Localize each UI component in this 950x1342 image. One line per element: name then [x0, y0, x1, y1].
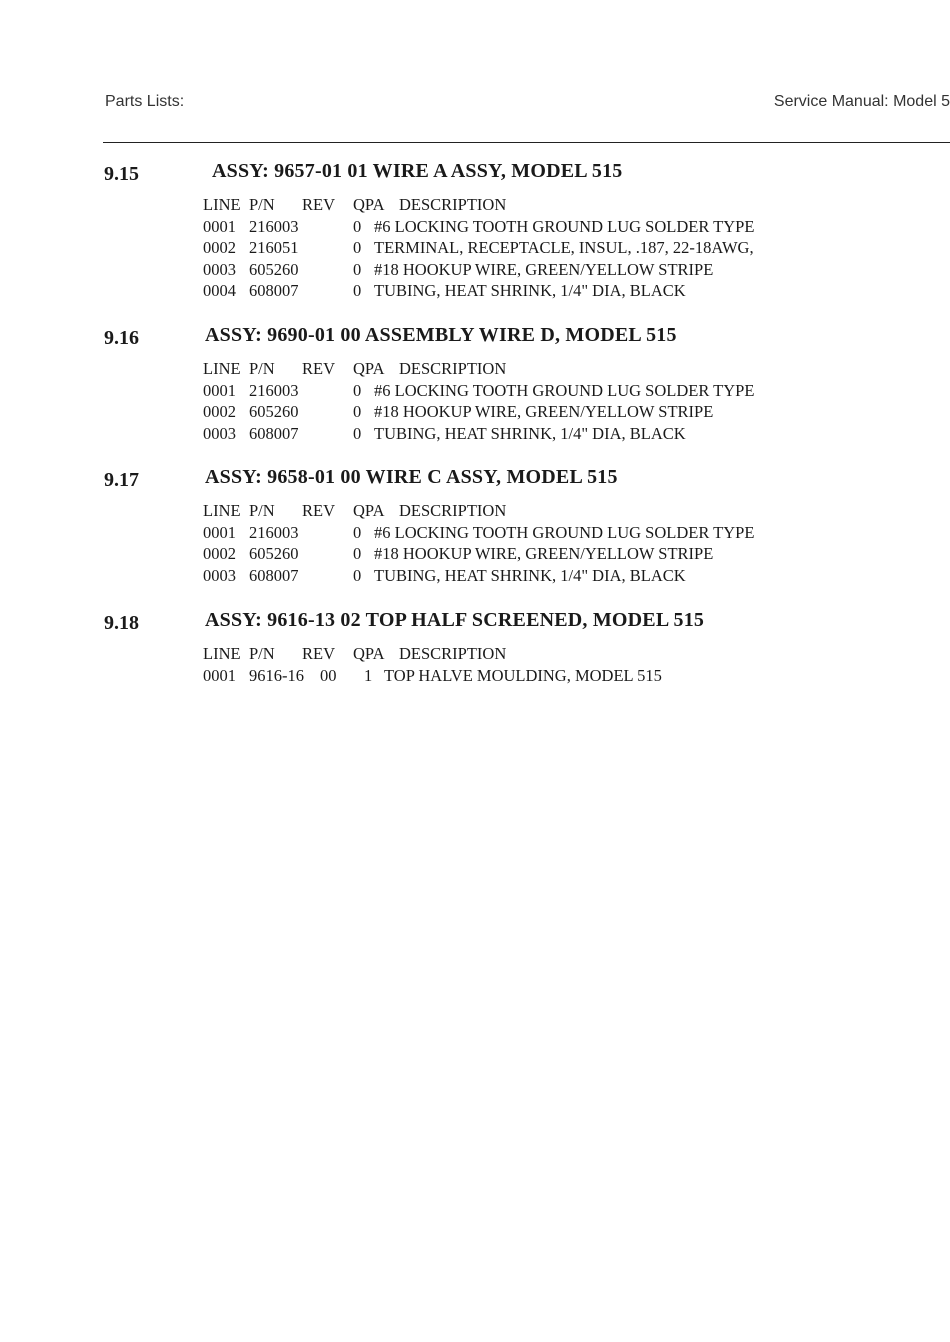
cell-description: #18 HOOKUP WIRE, GREEN/YELLOW STRIPE: [374, 259, 714, 279]
cell-pn: 216003: [249, 380, 299, 400]
cell-pn: 608007: [249, 423, 299, 443]
section-title: ASSY: 9616-13 02 TOP HALF SCREENED, MODEL 515: [205, 609, 705, 631]
cell-qpa: 0: [353, 565, 362, 585]
section-title: ASSY: 9657-01 01 WIRE A ASSY, MODEL 515: [212, 160, 623, 182]
col-line: LINE: [203, 359, 241, 378]
cell-line: 0001: [203, 216, 236, 236]
col-rev: REV: [302, 644, 335, 663]
cell-qpa: 0: [353, 380, 362, 400]
col-line: LINE: [203, 644, 241, 663]
col-qpa: QPA: [353, 359, 385, 378]
section-title: ASSY: 9658-01 00 WIRE C ASSY, MODEL 515: [205, 466, 618, 488]
cell-line: 0003: [203, 423, 236, 443]
col-description: DESCRIPTION: [399, 359, 507, 378]
cell-qpa: 0: [353, 259, 362, 279]
col-line: LINE: [203, 195, 241, 214]
cell-qpa: 0: [353, 238, 362, 257]
col-pn: P/N: [249, 501, 275, 520]
header-left: Parts Lists:: [105, 93, 185, 110]
col-rev: REV: [302, 501, 335, 520]
cell-description: TUBING, HEAT SHRINK, 1/4" DIA, BLACK: [374, 423, 686, 443]
cell-pn: 608007: [249, 565, 299, 585]
cell-line: 0001: [203, 380, 236, 400]
section-number: 9.18: [104, 612, 139, 634]
cell-description: #18 HOOKUP WIRE, GREEN/YELLOW STRIPE: [374, 544, 714, 563]
cell-line: 0003: [203, 565, 236, 585]
cell-qpa: 0: [353, 216, 362, 236]
cell-pn: 216051: [249, 238, 299, 257]
col-pn: P/N: [249, 195, 275, 214]
cell-pn: 605260: [249, 402, 299, 421]
cell-qpa: 0: [353, 402, 362, 421]
cell-qpa: 0: [353, 544, 362, 563]
col-description: DESCRIPTION: [399, 501, 507, 520]
col-pn: P/N: [249, 359, 275, 378]
col-qpa: QPA: [353, 195, 385, 214]
header-rule: [103, 142, 950, 143]
col-pn: P/N: [249, 644, 275, 663]
cell-line: 0002: [203, 402, 236, 421]
cell-pn: 605260: [249, 259, 299, 279]
cell-line: 0002: [203, 544, 236, 563]
cell-line: 0001: [203, 522, 236, 542]
col-qpa: QPA: [353, 644, 385, 663]
section-number: 9.15: [104, 163, 139, 185]
cell-qpa: 0: [353, 522, 362, 542]
cell-pn: 216003: [249, 216, 299, 236]
cell-line: 0003: [203, 259, 236, 279]
cell-qpa: 0: [353, 423, 362, 443]
cell-description: #18 HOOKUP WIRE, GREEN/YELLOW STRIPE: [374, 402, 714, 421]
header-right: Service Manual: Model 5: [773, 93, 950, 110]
cell-pn: 9616-16: [249, 665, 304, 685]
cell-rev: 00: [320, 665, 337, 685]
cell-qpa: 1: [364, 665, 373, 685]
cell-pn: 608007: [249, 281, 299, 300]
col-rev: REV: [302, 359, 335, 378]
section-number: 9.16: [104, 327, 139, 349]
cell-qpa: 0: [353, 281, 362, 300]
col-description: DESCRIPTION: [399, 644, 507, 663]
cell-line: 0002: [203, 238, 236, 257]
cell-line: 0001: [203, 665, 236, 685]
cell-pn: 605260: [249, 544, 299, 563]
cell-description: TOP HALVE MOULDING, MODEL 515: [384, 665, 662, 685]
cell-pn: 216003: [249, 522, 299, 542]
cell-line: 0004: [203, 281, 236, 300]
cell-description: #6 LOCKING TOOTH GROUND LUG SOLDER TYPE: [374, 380, 755, 400]
col-line: LINE: [203, 501, 241, 520]
cell-description: #6 LOCKING TOOTH GROUND LUG SOLDER TYPE: [374, 216, 755, 236]
section-title: ASSY: 9690-01 00 ASSEMBLY WIRE D, MODEL 515: [205, 324, 677, 346]
col-description: DESCRIPTION: [399, 195, 507, 214]
cell-description: TERMINAL, RECEPTACLE, INSUL, .187, 22-18AWG,: [374, 238, 754, 257]
col-rev: REV: [302, 195, 335, 214]
cell-description: TUBING, HEAT SHRINK, 1/4" DIA, BLACK: [374, 565, 686, 585]
cell-description: #6 LOCKING TOOTH GROUND LUG SOLDER TYPE: [374, 522, 755, 542]
section-number: 9.17: [104, 469, 139, 491]
col-qpa: QPA: [353, 501, 385, 520]
cell-description: TUBING, HEAT SHRINK, 1/4" DIA, BLACK: [374, 281, 686, 300]
